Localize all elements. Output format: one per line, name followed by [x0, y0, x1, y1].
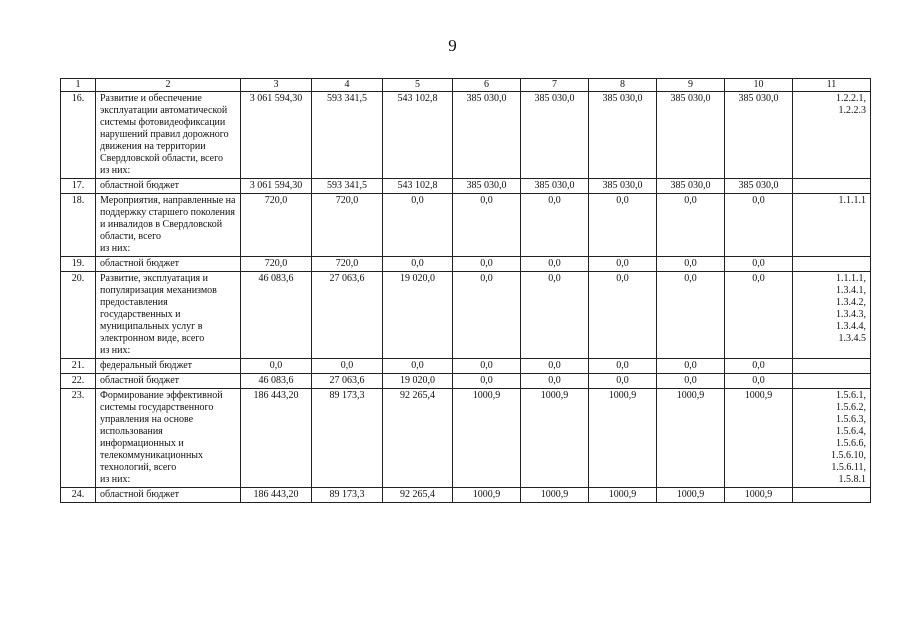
value-cell-col-10: 1000,9	[725, 488, 793, 503]
value-cell-col-7: 0,0	[521, 359, 589, 374]
column-header-3: 3	[241, 79, 312, 92]
table-row	[61, 389, 871, 488]
value-cell-col-4: 593 341,5	[312, 179, 383, 194]
value-cell-col-8: 385 030,0	[589, 179, 657, 194]
column-header-6: 6	[453, 79, 521, 92]
value-cell-col-6: 0,0	[453, 272, 521, 359]
row-name: Развитие, эксплуатация и популяризация механизмов предоставления государственных и муниципальных услуг в электронном виде, всего из них:	[96, 272, 241, 359]
value-cell-col-4: 27 063,6	[312, 272, 383, 359]
table-row	[61, 257, 871, 272]
value-cell-col-8: 0,0	[589, 374, 657, 389]
value-cell-col-3: 186 443,20	[241, 488, 312, 503]
column-header-9: 9	[657, 79, 725, 92]
value-cell-col-3: 186 443,20	[241, 389, 312, 488]
column-header-5: 5	[383, 79, 453, 92]
table-header	[61, 79, 871, 92]
value-cell-col-5: 0,0	[383, 257, 453, 272]
header-row	[61, 79, 871, 92]
value-cell-col-6: 1000,9	[453, 488, 521, 503]
value-cell-col-10: 0,0	[725, 359, 793, 374]
table-row	[61, 92, 871, 179]
value-cell-col-4: 89 173,3	[312, 389, 383, 488]
table-row	[61, 179, 871, 194]
value-cell-col-4: 89 173,3	[312, 488, 383, 503]
value-cell-col-9: 1000,9	[657, 488, 725, 503]
value-cell-col-7: 0,0	[521, 257, 589, 272]
value-cell-col-3: 720,0	[241, 257, 312, 272]
value-cell-col-9: 1000,9	[657, 389, 725, 488]
value-cell-col-4: 27 063,6	[312, 374, 383, 389]
value-cell-col-10: 385 030,0	[725, 92, 793, 179]
row-name: Развитие и обеспечение эксплуатации автоматической системы фотовидеофиксации нарушений правил дорожного движения на территории Свердловской области, всего из них:	[96, 92, 241, 179]
value-cell-col-9: 385 030,0	[657, 92, 725, 179]
value-cell-col-3: 46 083,6	[241, 272, 312, 359]
column-header-11: 11	[793, 79, 871, 92]
column-header-10: 10	[725, 79, 793, 92]
value-cell-col-5: 92 265,4	[383, 389, 453, 488]
row-name: областной бюджет	[96, 179, 241, 194]
value-cell-col-10: 0,0	[725, 374, 793, 389]
value-cell-col-8: 385 030,0	[589, 92, 657, 179]
value-cell-col-5: 543 102,8	[383, 179, 453, 194]
row-name: Формирование эффективной системы государственного управления на основе использования информационных и телекоммуникационных технологий, всего из них:	[96, 389, 241, 488]
value-cell-col-5: 19 020,0	[383, 374, 453, 389]
column-header-2: 2	[96, 79, 241, 92]
value-cell-col-9: 0,0	[657, 272, 725, 359]
value-cell-col-5: 0,0	[383, 194, 453, 257]
row-name: областной бюджет	[96, 488, 241, 503]
table-row	[61, 488, 871, 503]
value-cell-col-3: 0,0	[241, 359, 312, 374]
column-header-4: 4	[312, 79, 383, 92]
value-cell-col-4: 593 341,5	[312, 92, 383, 179]
table-row	[61, 359, 871, 374]
value-cell-col-7: 0,0	[521, 374, 589, 389]
target-indicators	[793, 488, 871, 503]
page-number: 9	[448, 36, 457, 55]
table-row	[61, 194, 871, 257]
target-indicators: 1.2.2.1, 1.2.2.3	[793, 92, 871, 179]
value-cell-col-4: 720,0	[312, 194, 383, 257]
value-cell-col-9: 0,0	[657, 194, 725, 257]
row-number: 24.	[61, 488, 96, 503]
value-cell-col-9: 0,0	[657, 359, 725, 374]
budget-table	[60, 78, 871, 503]
value-cell-col-7: 0,0	[521, 272, 589, 359]
table-row	[61, 272, 871, 359]
value-cell-col-6: 0,0	[453, 359, 521, 374]
value-cell-col-7: 1000,9	[521, 389, 589, 488]
column-header-8: 8	[589, 79, 657, 92]
row-number: 17.	[61, 179, 96, 194]
value-cell-col-7: 385 030,0	[521, 179, 589, 194]
value-cell-col-4: 720,0	[312, 257, 383, 272]
target-indicators: 1.5.6.1, 1.5.6.2, 1.5.6.3, 1.5.6.4, 1.5.6.6, 1.5.6.10, 1.5.6.11, 1.5.8.1	[793, 389, 871, 488]
value-cell-col-10: 385 030,0	[725, 179, 793, 194]
target-indicators: 1.1.1.1, 1.3.4.1, 1.3.4.2, 1.3.4.3, 1.3.4.4, 1.3.4.5	[793, 272, 871, 359]
value-cell-col-8: 0,0	[589, 272, 657, 359]
value-cell-col-6: 1000,9	[453, 389, 521, 488]
value-cell-col-10: 0,0	[725, 194, 793, 257]
value-cell-col-4: 0,0	[312, 359, 383, 374]
table-body	[61, 92, 871, 503]
table-row	[61, 374, 871, 389]
value-cell-col-6: 0,0	[453, 194, 521, 257]
row-number: 16.	[61, 92, 96, 179]
value-cell-col-8: 1000,9	[589, 488, 657, 503]
target-indicators: 1.1.1.1	[793, 194, 871, 257]
row-name: областной бюджет	[96, 257, 241, 272]
value-cell-col-3: 3 061 594,30	[241, 92, 312, 179]
row-number: 19.	[61, 257, 96, 272]
value-cell-col-3: 46 083,6	[241, 374, 312, 389]
value-cell-col-6: 385 030,0	[453, 92, 521, 179]
value-cell-col-3: 720,0	[241, 194, 312, 257]
target-indicators	[793, 257, 871, 272]
row-number: 22.	[61, 374, 96, 389]
row-name: Мероприятия, направленные на поддержку старшего поколения и инвалидов в Свердловской области, всего из них:	[96, 194, 241, 257]
value-cell-col-10: 0,0	[725, 257, 793, 272]
row-number: 18.	[61, 194, 96, 257]
row-number: 23.	[61, 389, 96, 488]
target-indicators	[793, 179, 871, 194]
value-cell-col-7: 0,0	[521, 194, 589, 257]
value-cell-col-7: 385 030,0	[521, 92, 589, 179]
row-number: 20.	[61, 272, 96, 359]
value-cell-col-8: 1000,9	[589, 389, 657, 488]
value-cell-col-9: 385 030,0	[657, 179, 725, 194]
column-header-1: 1	[61, 79, 96, 92]
column-header-7: 7	[521, 79, 589, 92]
value-cell-col-7: 1000,9	[521, 488, 589, 503]
value-cell-col-5: 0,0	[383, 359, 453, 374]
value-cell-col-6: 0,0	[453, 257, 521, 272]
value-cell-col-8: 0,0	[589, 359, 657, 374]
value-cell-col-5: 19 020,0	[383, 272, 453, 359]
value-cell-col-6: 0,0	[453, 374, 521, 389]
value-cell-col-6: 385 030,0	[453, 179, 521, 194]
value-cell-col-8: 0,0	[589, 194, 657, 257]
value-cell-col-9: 0,0	[657, 374, 725, 389]
row-name: федеральный бюджет	[96, 359, 241, 374]
target-indicators	[793, 374, 871, 389]
value-cell-col-9: 0,0	[657, 257, 725, 272]
value-cell-col-5: 543 102,8	[383, 92, 453, 179]
value-cell-col-8: 0,0	[589, 257, 657, 272]
row-name: областной бюджет	[96, 374, 241, 389]
value-cell-col-10: 1000,9	[725, 389, 793, 488]
value-cell-col-3: 3 061 594,30	[241, 179, 312, 194]
value-cell-col-10: 0,0	[725, 272, 793, 359]
row-number: 21.	[61, 359, 96, 374]
value-cell-col-5: 92 265,4	[383, 488, 453, 503]
target-indicators	[793, 359, 871, 374]
